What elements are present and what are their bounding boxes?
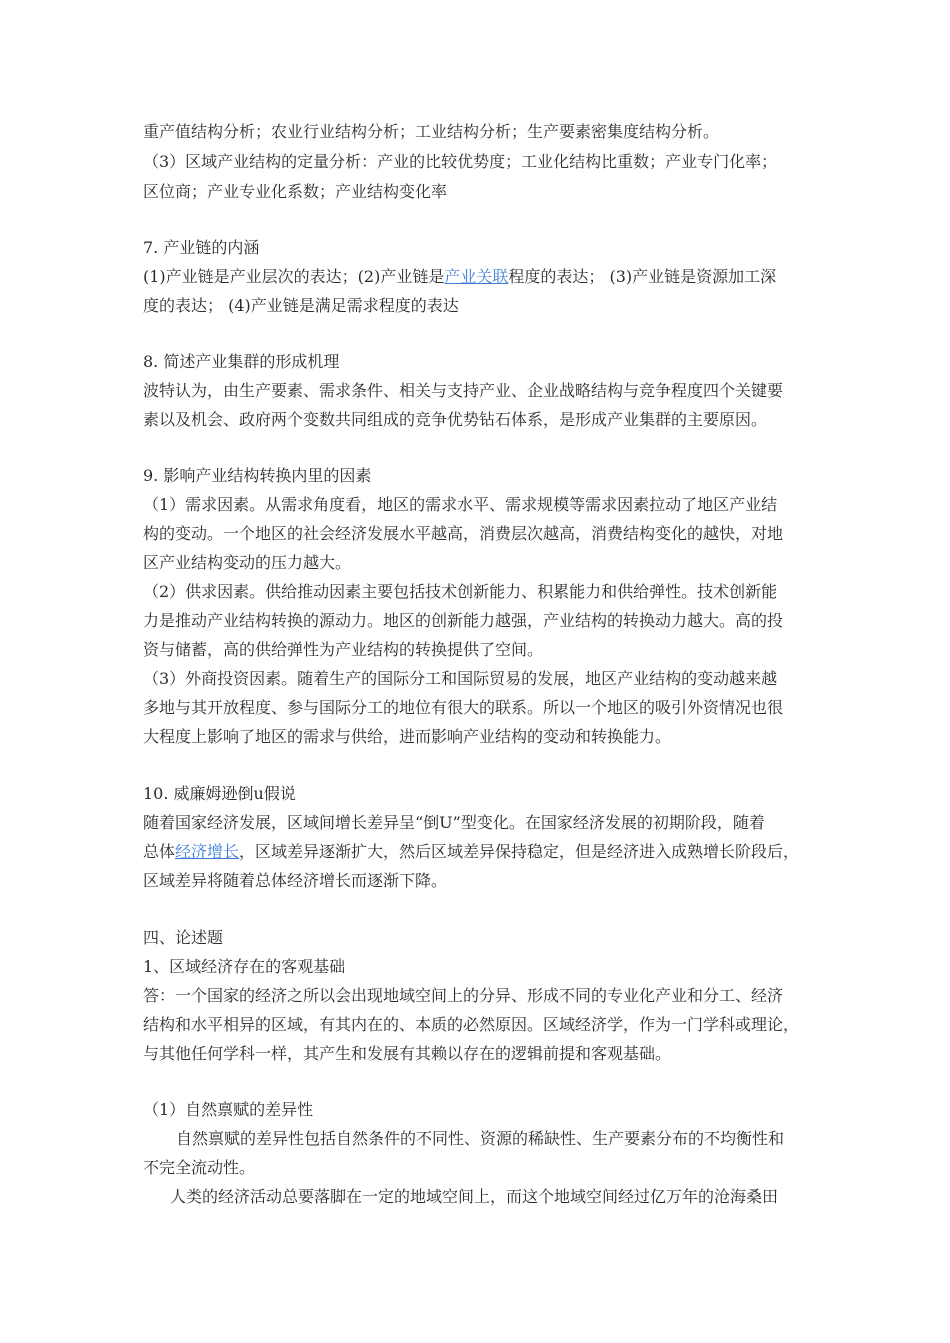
text-line: 资与储蓄，高的供给弹性为产业结构的转换提供了空间。 (143, 640, 544, 659)
text-fragment: 程度的表达； (3)产业链是资源加工深 (508, 267, 777, 286)
text-line: （3）外商投资因素。随着生产的国际分工和国际贸易的发展，地区产业结构的变动越来越 (143, 669, 778, 688)
text-line: 与其他任何学科一样，其产生和发展有其赖以存在的逻辑前提和客观基础。 (143, 1044, 672, 1063)
text-fragment: ，区域差异逐渐扩大，然后区域差异保持稳定，但是经济进入成熟增长阶段后， (239, 842, 800, 861)
section-heading-7: 7. 产业链的内涵 (143, 238, 260, 257)
link-economic-growth[interactable]: 经济增长 (175, 842, 240, 861)
text-line: （1）需求因素。从需求角度看，地区的需求水平、需求规模等需求因素拉动了地区产业结 (143, 495, 778, 514)
text-line: 区产业结构变动的压力越大。 (143, 553, 352, 572)
section-heading-essay: 四、论述题 (143, 928, 224, 947)
text-line: 度的表达； (4)产业链是满足需求程度的表达 (143, 296, 459, 315)
text-line: 构的变动。一个地区的社会经济发展水平越高，消费层次越高，消费结构变化的越快，对地 (143, 524, 784, 543)
text-line: 区域差异将随着总体经济增长而逐渐下降。 (143, 871, 448, 890)
text-line: 结构和水平相异的区域，有其内在的、本质的必然原因。区域经济学，作为一门学科或理论， (143, 1015, 800, 1034)
section-heading-8: 8. 简述产业集群的形成机理 (143, 352, 340, 371)
text-line: 力是推动产业结构转换的源动力。地区的创新能力越强，产业结构的转换动力越大。高的投 (143, 611, 784, 630)
sub-heading: （1）自然禀赋的差异性 (143, 1100, 314, 1119)
sub-heading: 1、区域经济存在的客观基础 (143, 957, 346, 976)
text-line: 随着国家经济发展，区域间增长差异呈“倒U”型变化。在国家经济发展的初期阶段，随着 (143, 813, 765, 832)
text-line: 人类的经济活动总要落脚在一定的地域空间上，而这个地域空间经过亿万年的沧海桑田 (170, 1187, 779, 1206)
text-fragment: 总体 (143, 842, 176, 861)
text-line: 区位商；产业专业化系数；产业结构变化率 (143, 182, 448, 201)
text-fragment: (1)产业链是产业层次的表达；(2)产业链是 (143, 267, 445, 286)
text-line: 自然禀赋的差异性包括自然条件的不同性、资源的稀缺性、生产要素分布的不均衡性和 (176, 1129, 785, 1148)
text-line: （3）区域产业结构的定量分析：产业的比较优势度；工业化结构比重数；产业专门化率； (143, 152, 778, 171)
text-line: 答：一个国家的经济之所以会出现地域空间上的分异、形成不同的专业化产业和分工、经济 (143, 986, 784, 1005)
text-line (143, 267, 810, 287)
text-line: 波特认为，由生产要素、需求条件、相关与支持产业、企业战略结构与竞争程度四个关键要 (143, 381, 784, 400)
text-line: （2）供求因素。供给推动因素主要包括技术创新能力、积累能力和供给弹性。技术创新能 (143, 582, 778, 601)
text-line: 素以及机会、政府两个变数共同组成的竞争优势钻石体系，是形成产业集群的主要原因。 (143, 410, 768, 429)
text-line: 大程度上影响了地区的需求与供给，进而影响产业结构的变动和转换能力。 (143, 727, 672, 746)
link-industry-linkage[interactable]: 产业关联 (444, 267, 509, 286)
section-heading-10: 10. 威廉姆逊倒u假说 (143, 784, 296, 803)
text-line: 多地与其开放程度、参与国际分工的地位有很大的联系。所以一个地区的吸引外资情况也很 (143, 698, 784, 717)
text-line: 不完全流动性。 (143, 1158, 256, 1177)
section-heading-9: 9. 影响产业结构转换内里的因素 (143, 466, 372, 485)
text-line (143, 842, 810, 862)
text-line: 重产值结构分析；农业行业结构分析；工业结构分析；生产要素密集度结构分析。 (143, 122, 720, 141)
